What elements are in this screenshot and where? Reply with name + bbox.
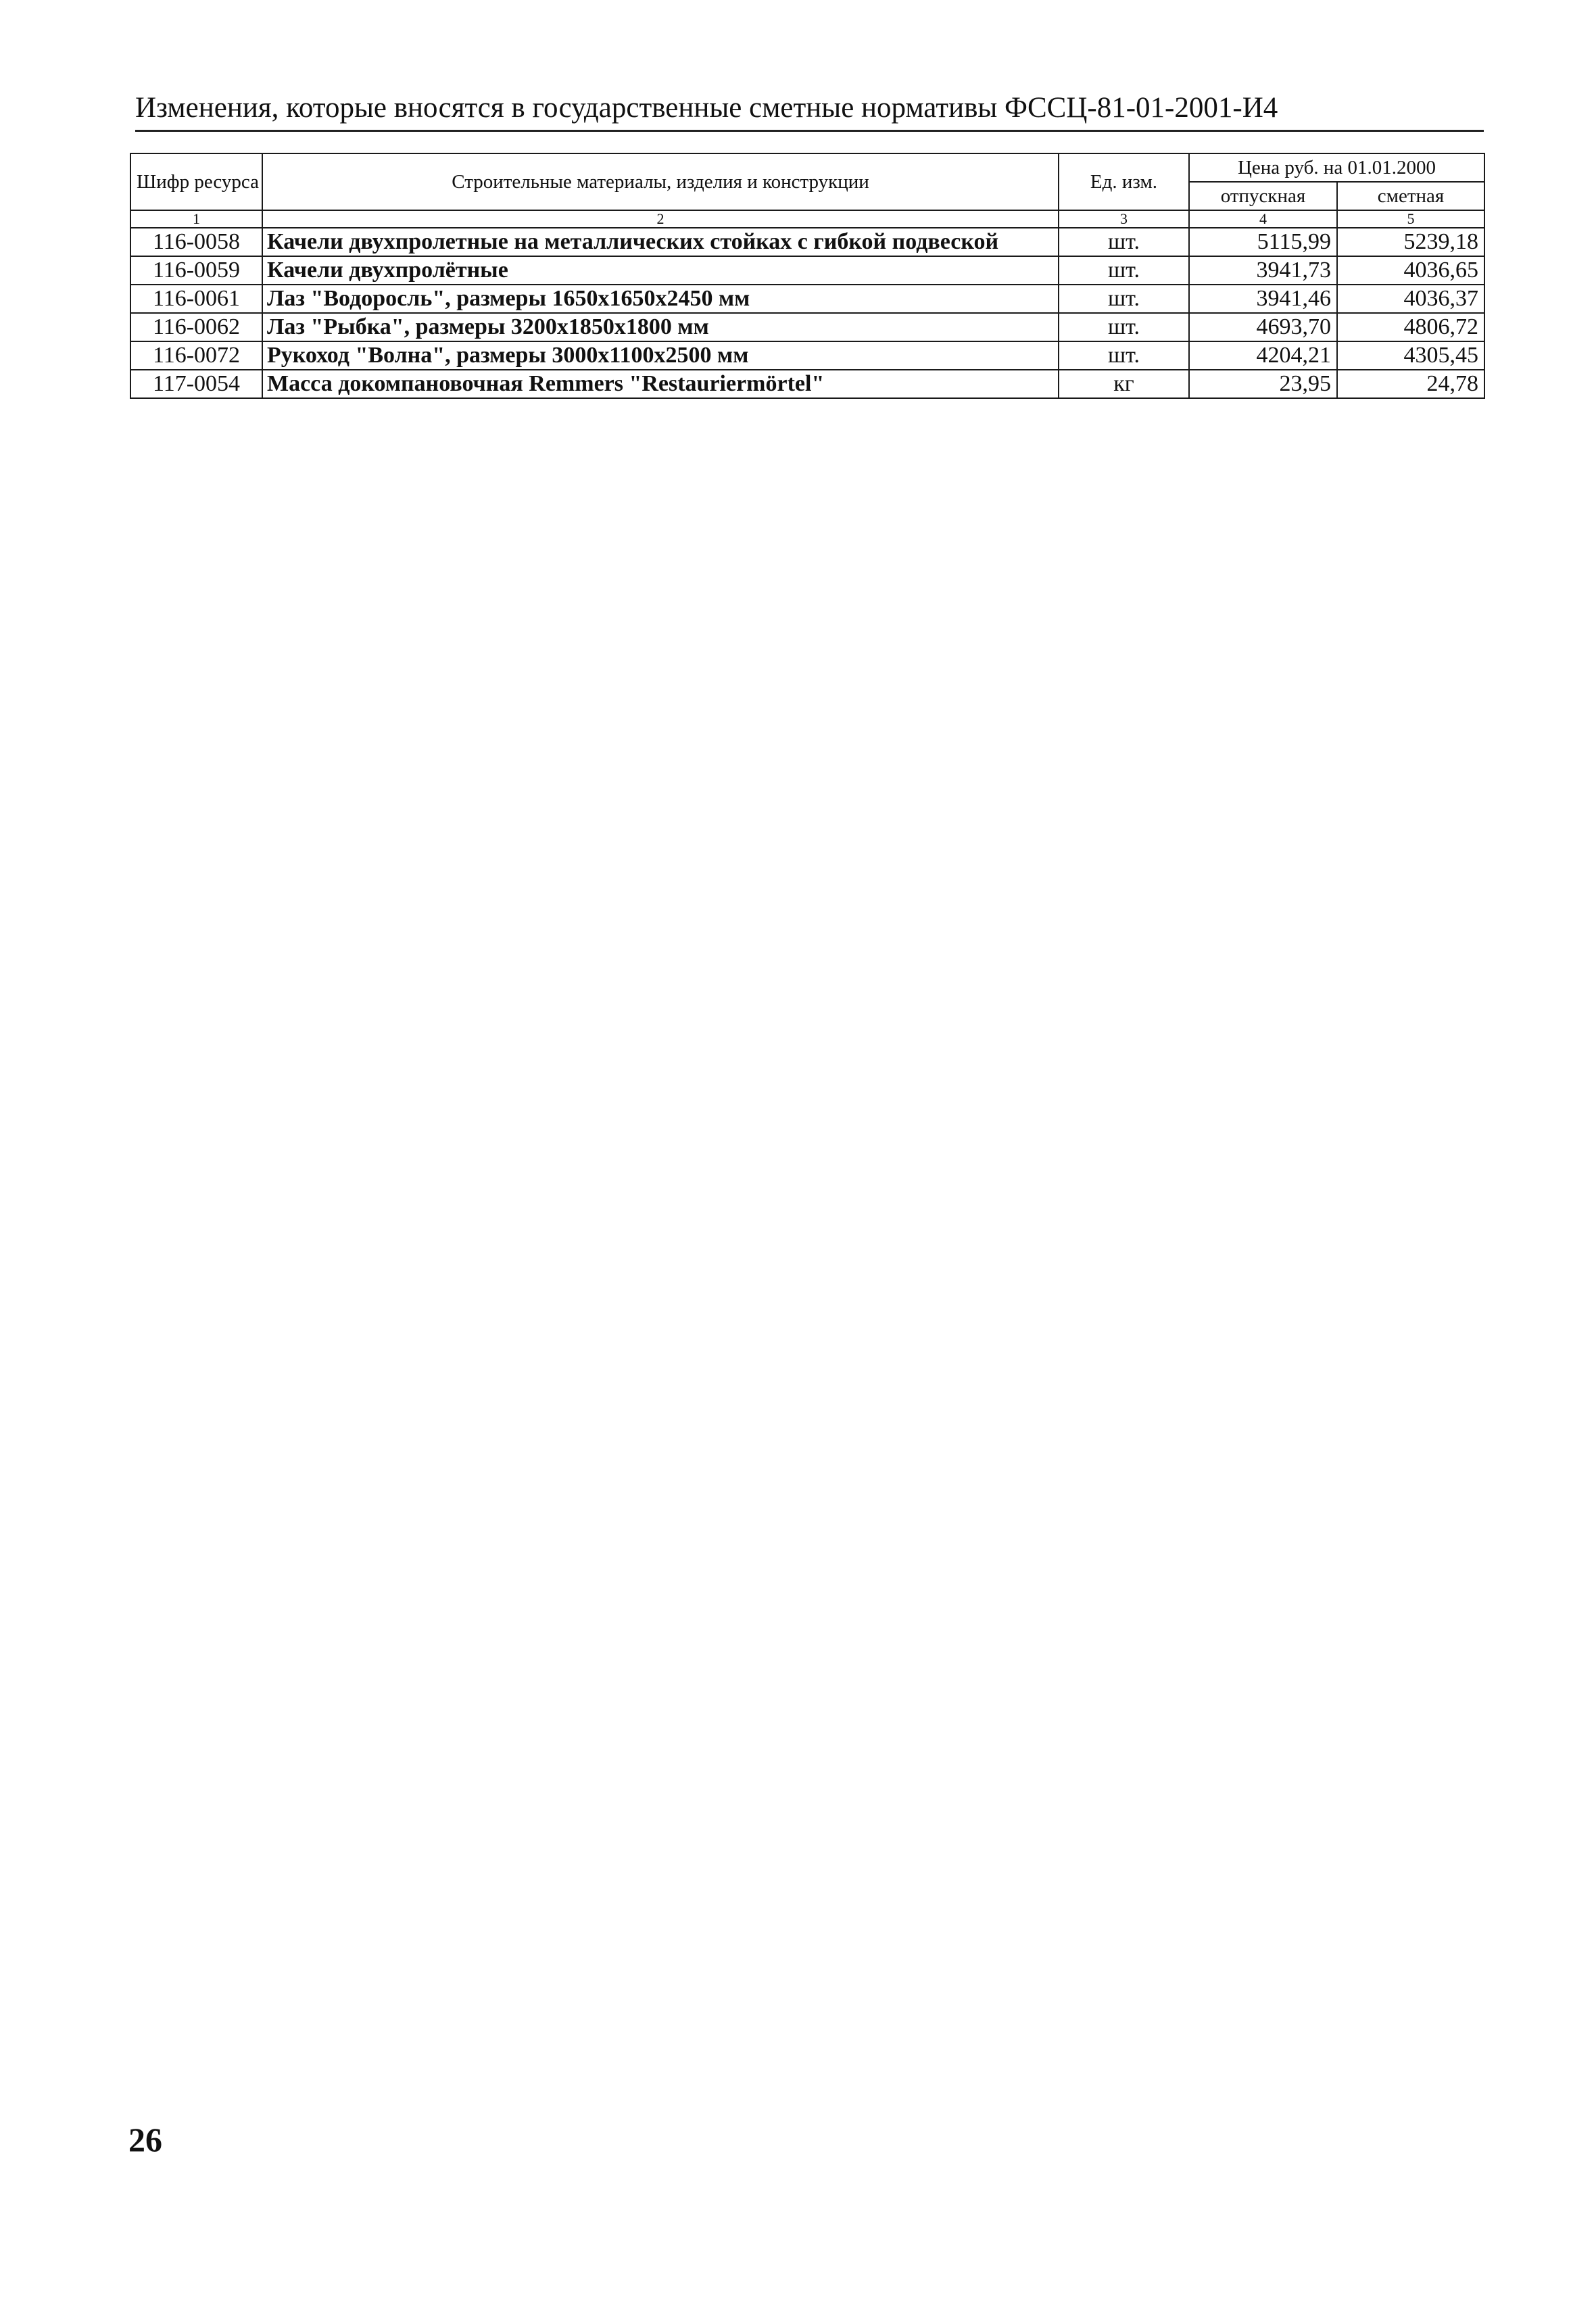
row-unit: кг: [1059, 370, 1189, 398]
row-price-release: 5115,99: [1189, 228, 1337, 256]
row-price-release: 3941,46: [1189, 285, 1337, 313]
column-number: 3: [1059, 210, 1189, 228]
column-number: 2: [262, 210, 1059, 228]
page-header: Изменения, которые вносятся в государственные сметные нормативы ФССЦ-81-01-2001-И4: [135, 89, 1484, 132]
row-code: 116-0059: [130, 256, 262, 285]
row-code: 116-0058: [130, 228, 262, 256]
row-name: Масса докомпановочная Remmers "Restauriermörtel": [262, 370, 1059, 398]
row-price-estimate: 4036,65: [1337, 256, 1484, 285]
row-price-release: 4693,70: [1189, 313, 1337, 341]
row-price-release: 4204,21: [1189, 341, 1337, 370]
page-number: 26: [128, 2121, 162, 2158]
header-code: Шифр ресурса: [130, 153, 262, 210]
row-name: Лаз "Рыбка", размеры 3200х1850х1800 мм: [262, 313, 1059, 341]
row-code: 117-0054: [130, 370, 262, 398]
row-price-estimate: 5239,18: [1337, 228, 1484, 256]
header-price-group: Цена руб. на 01.01.2000: [1189, 153, 1484, 182]
table-header-row: [130, 153, 1484, 182]
row-unit: шт.: [1059, 341, 1189, 370]
row-unit: шт.: [1059, 313, 1189, 341]
row-code: 116-0062: [130, 313, 262, 341]
column-number: 1: [130, 210, 262, 228]
row-price-estimate: 4305,45: [1337, 341, 1484, 370]
row-unit: шт.: [1059, 228, 1189, 256]
row-unit: шт.: [1059, 256, 1189, 285]
header-name: Строительные материалы, изделия и конструкции: [262, 153, 1059, 210]
price-table-container: [130, 153, 1484, 399]
row-price-release: 3941,73: [1189, 256, 1337, 285]
header-price-release: отпускная: [1189, 182, 1337, 210]
header-price-estimate: сметная: [1337, 182, 1484, 210]
row-name: Качели двухпролётные: [262, 256, 1059, 285]
price-table: [130, 153, 1485, 399]
column-number-row: [130, 210, 1484, 228]
table-row: [130, 228, 1484, 256]
row-price-estimate: 4036,37: [1337, 285, 1484, 313]
row-price-estimate: 24,78: [1337, 370, 1484, 398]
table-row: [130, 341, 1484, 370]
row-name: Рукоход "Волна", размеры 3000х1100х2500 мм: [262, 341, 1059, 370]
column-number: 5: [1337, 210, 1484, 228]
row-code: 116-0061: [130, 285, 262, 313]
table-row: [130, 370, 1484, 398]
row-price-estimate: 4806,72: [1337, 313, 1484, 341]
row-name: Лаз "Водоросль", размеры 1650х1650х2450 мм: [262, 285, 1059, 313]
column-number: 4: [1189, 210, 1337, 228]
row-code: 116-0072: [130, 341, 262, 370]
row-price-release: 23,95: [1189, 370, 1337, 398]
table-row: [130, 285, 1484, 313]
table-row: [130, 313, 1484, 341]
table-row: [130, 256, 1484, 285]
row-unit: шт.: [1059, 285, 1189, 313]
row-name: Качели двухпролетные на металлических стойках с гибкой подвеской: [262, 228, 1059, 256]
header-unit: Ед. изм.: [1059, 153, 1189, 210]
